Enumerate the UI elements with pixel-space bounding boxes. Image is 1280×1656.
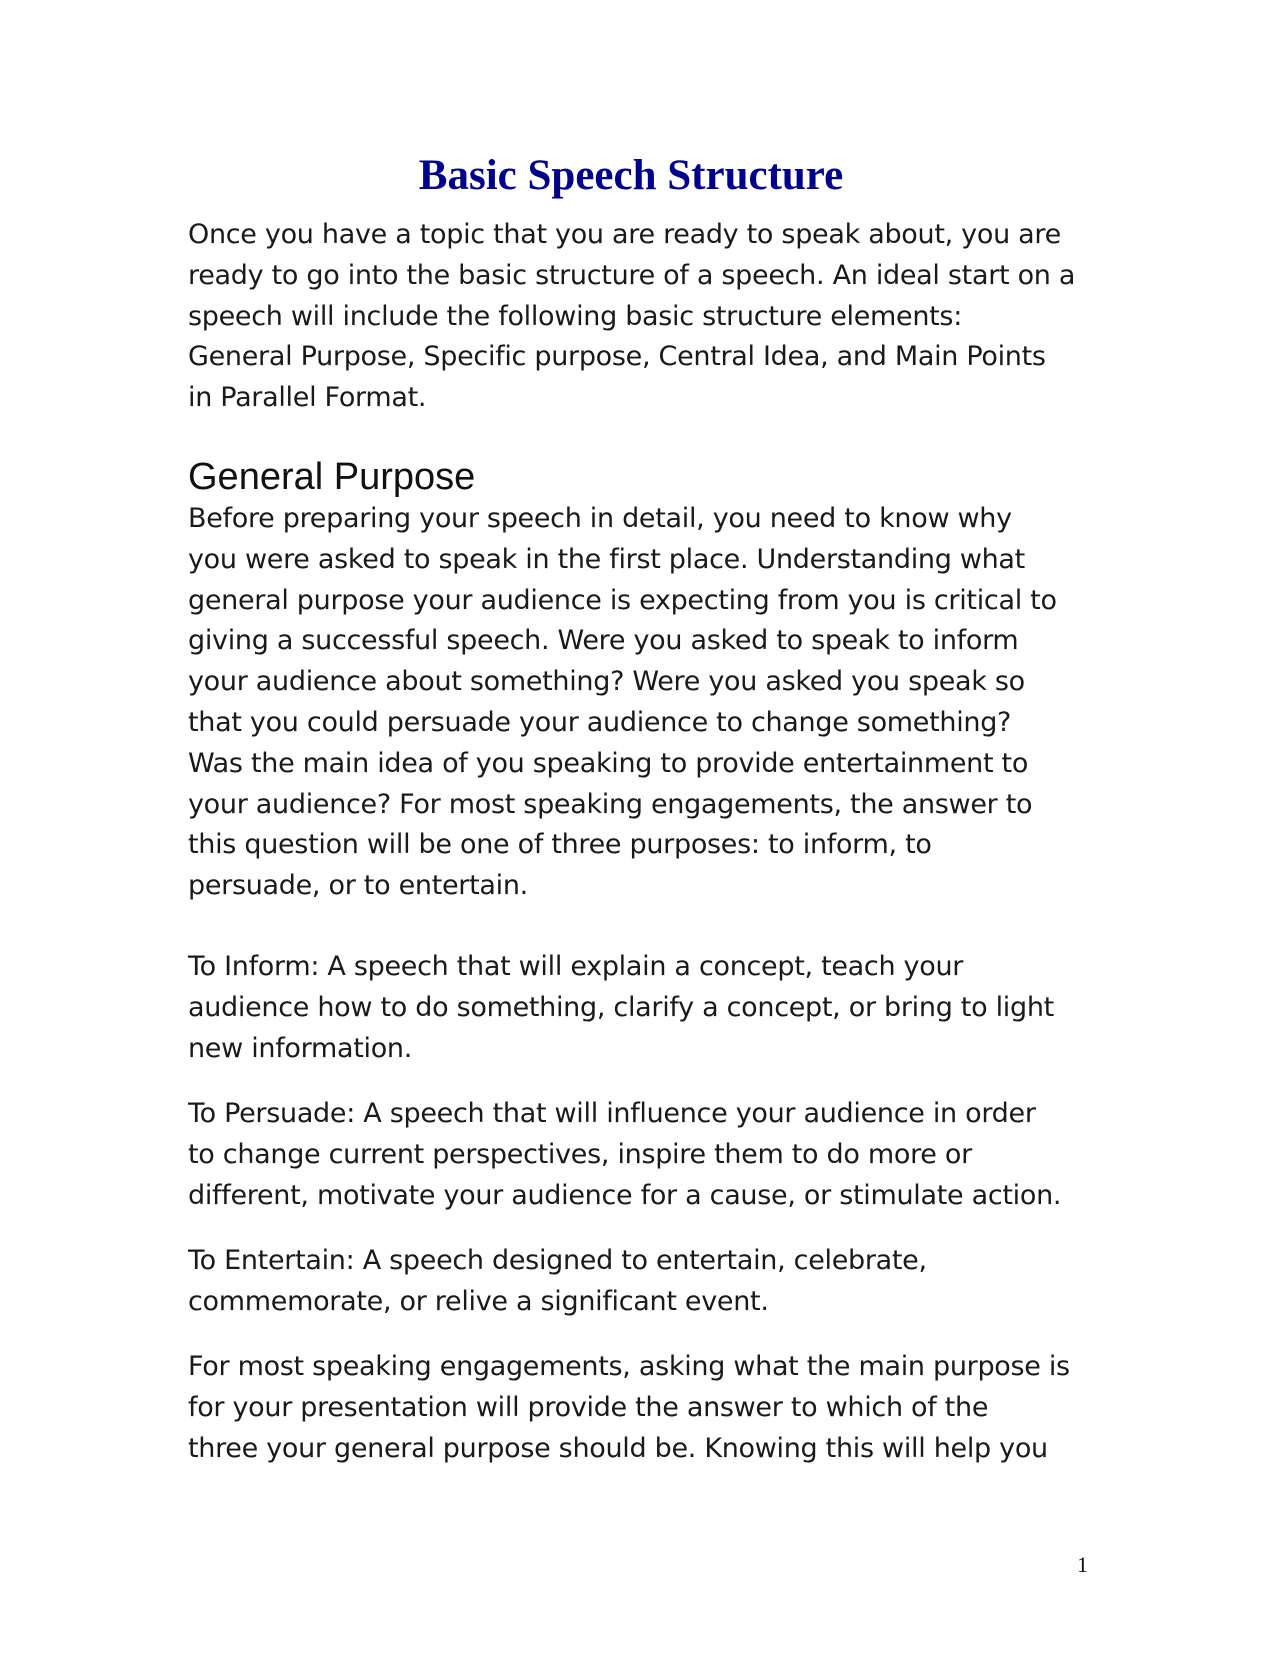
text-line: commemorate, or relive a significant event.	[188, 1285, 769, 1317]
text-line: three your general purpose should be. Knowing this will help you	[188, 1432, 1048, 1464]
document-title: Basic Speech Structure	[418, 152, 844, 199]
page-number: 1	[1077, 1552, 1088, 1577]
to-inform-paragraph	[188, 947, 1088, 1069]
text-line: Before preparing your speech in detail, you need to know why	[188, 503, 1012, 534]
text-line: speech will include the following basic structure elements:	[188, 300, 962, 332]
section-heading-general-purpose: General Purpose	[188, 456, 476, 498]
general-purpose-paragraph	[188, 499, 1088, 907]
closing-paragraph	[188, 1347, 1088, 1469]
to-persuade-paragraph	[188, 1094, 1088, 1216]
text-line: in Parallel Format.	[188, 382, 427, 414]
text-line: new information.	[188, 1032, 413, 1064]
text-line: giving a successful speech. Were you asked to speak to inform	[188, 625, 1019, 657]
text-line: persuade, or to entertain.	[188, 870, 528, 902]
text-line: ready to go into the basic structure of a speech. An ideal start on a	[188, 259, 1076, 291]
text-line: Was the main idea of you speaking to provide entertainment to	[188, 747, 1029, 779]
text-line: Once you have a topic that you are ready to speak about, you are	[188, 219, 1061, 250]
text-line: different, motivate your audience for a cause, or stimulate action.	[188, 1179, 1062, 1211]
text-line: for your presentation will provide the answer to which of the	[188, 1391, 989, 1423]
text-line: For most speaking engagements, asking what the main purpose is	[188, 1351, 1070, 1382]
text-line: To Inform: A speech that will explain a concept, teach your	[188, 951, 964, 982]
to-entertain-paragraph	[188, 1241, 1088, 1323]
text-line: To Entertain: A speech designed to entertain, celebrate,	[188, 1245, 927, 1276]
text-line: General Purpose, Specific purpose, Central Idea, and Main Points	[188, 341, 1046, 373]
text-line: you were asked to speak in the first place. Understanding what	[188, 543, 1025, 575]
text-line: your audience about something? Were you asked you speak so	[188, 666, 1025, 698]
text-line: to change current perspectives, inspire them to do more or	[188, 1138, 972, 1170]
text-line: this question will be one of three purposes: to inform, to	[188, 829, 932, 861]
text-line: that you could persuade your audience to change something?	[188, 706, 1012, 738]
text-line: general purpose your audience is expecting from you is critical to	[188, 584, 1057, 616]
text-line: To Persuade: A speech that will influence your audience in order	[188, 1098, 1036, 1129]
intro-paragraph	[188, 215, 1088, 419]
text-line: your audience? For most speaking engagements, the answer to	[188, 788, 1033, 820]
text-line: audience how to do something, clarify a concept, or bring to light	[188, 991, 1054, 1023]
